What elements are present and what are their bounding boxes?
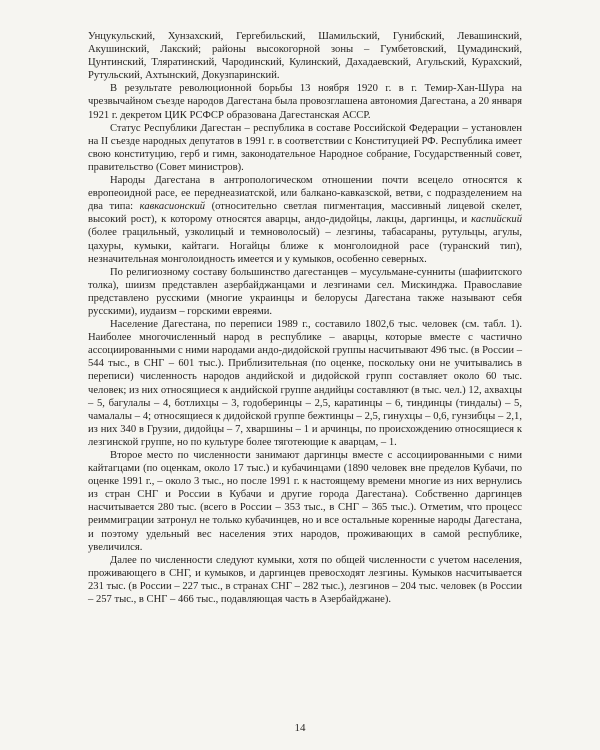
paragraph-text: Народы Дагестана в антропологическом отношении почти всецело относятся к европеоидной расе, ее переднеазиатской, или балкано-кавказской, ветви, с подразделением на два типа: [88, 175, 522, 213]
paragraph-text: Второе место по численности занимают даргинцы вместе с ассоциированными с ними кайтагцами (по оценкам, около 17 тыс.) и кубачинцами (1890 человек вне пределов Кубачи, по оценке 1991 г., – около 3 тыс., но после 1991 г. к настоящему времени многие из них вернулись из стран СНГ и России в Кубачи и другие города Дагестана). Собственно даргинцев насчитывается 280 тыс. (всего в России – 353 тыс., в СНГ – 365 тыс.). Отметим, что процесс реиммиграции затронул не только кубачинцев, но и все остальные коренные народы Дагестана, и поэтому удельный вес населения этих народов, проживающих в самой республике, увеличился. [88, 450, 522, 553]
paragraph-text: Население Дагестана, по переписи 1989 г., составило 1802,6 тыс. человек (см. табл. 1). Наиболее многочисленный народ в республике – аварцы, которые вместе с частично ассоциированными с ними народами андо-дидойской группы насчитывают 496 тыс. (в России – 544 тыс., в СНГ – 601 тыс.). Приблизительная (по оценке, поскольку они не учитывались в переписи) численность народов андийской и дидойской групп составляет около 60 тыс. человек; из них относящиеся к андийской группе андийцы составляют (в тыс. чел.) 12, ахвахцы – 5, багулалы – 4, ботлихцы – 3, годоберинцы – 2,5, каратинцы – 6, тиндинцы (тиндалы) – 5, чамалалы – 4; относящиеся к дидойской группе бежтинцы – 2,5, гинухцы – 0,6, гунзибцы – 2,1, из них 340 в Грузии, дидойцы – 7, хваршины – 1 и арчинцы, по происхождению относящиеся к лезгинской группе, но по культуре более тяготеющие к аварцам, – 1. [88, 319, 522, 448]
paragraph [88, 266, 522, 318]
paragraph-text: В результате революционной борьбы 13 ноября 1920 г. в г. Темир-Хан-Шура на чрезвычайном съезде народов Дагестана была провозглашена автономия Дагестана, а 20 января 1921 г. декретом ЦИК РСФСР образована Дагестанская АССР. [88, 83, 522, 121]
paragraph-text: Унцукульский, Хунзахский, Гергебильский, Шамильский, Гунибский, Левашинский, Акушинский, Лакский; районы высокогорной зоны – Гумбетовский, Цумадинский, Цунтинский, Тляратинский, Чародинский, Кулинский, Дахадаевский, Агульский, Курахский, Рутульский, Ахтынский, Докузпаринский. [88, 31, 522, 82]
page-number: 14 [294, 722, 306, 734]
paragraph [88, 82, 522, 121]
paragraph [88, 318, 522, 449]
paragraph-text: (относительно светлая пигментация, массивный лицевой скелет, высокий рост), к которому относятся аварцы, андо-дидойцы, лакцы, даргинцы, и [88, 201, 522, 226]
paragraph-text: (более грацильный, узколицый и темноволосый) – лезгины, табасараны, рутульцы, агулы, цахуры, кумыки, кайтаги. Ногайцы ближе к монголоидной расе (туранский тип), незначительная монголоидность имеется и у кумыков, особенно северных. [88, 227, 522, 265]
paragraph [88, 554, 522, 606]
italic-term: кавкасионский [139, 201, 206, 213]
paragraph-text: По религиозному составу большинство дагестанцев – мусульмане-сунниты (шафиитского толка), шиизм представлен азербайджанцами и лезгинами сел. Мискинджа. Православие представлено русскими (многие украинцы и белорусы Дагестана также называют себя русскими), иудаизм – горскими евреями. [88, 266, 522, 317]
paragraph [88, 449, 522, 554]
paragraph [88, 30, 522, 82]
paragraph-text: Далее по численности следуют кумыки, хотя по общей численности с учетом населения, проживающего в СНГ, и кумыков, и даргинцев превосходят лезгины. Кумыков насчитывается 231 тыс. (в России – 227 тыс., в странах СНГ – 282 тыс.), лезгинов – 204 тыс. человек (в России – 257 тыс., в СНГ – 466 тыс., подавляющая часть в Азербайджане). [88, 554, 522, 606]
paragraph [88, 122, 522, 174]
paragraph-text: Статус Республики Дагестан – республика в составе Российской Федерации – установлен на II съезде народных депутатов в 1991 г. в соответствии с Конституцией РФ. Республика имеет свою конституцию, герб и гимн, законодательное Народное собрание, Государственный совет, правительство (Совет министров). [88, 122, 522, 173]
paragraph [88, 174, 522, 266]
body-text [88, 30, 522, 606]
italic-term: каспийский [471, 214, 522, 226]
